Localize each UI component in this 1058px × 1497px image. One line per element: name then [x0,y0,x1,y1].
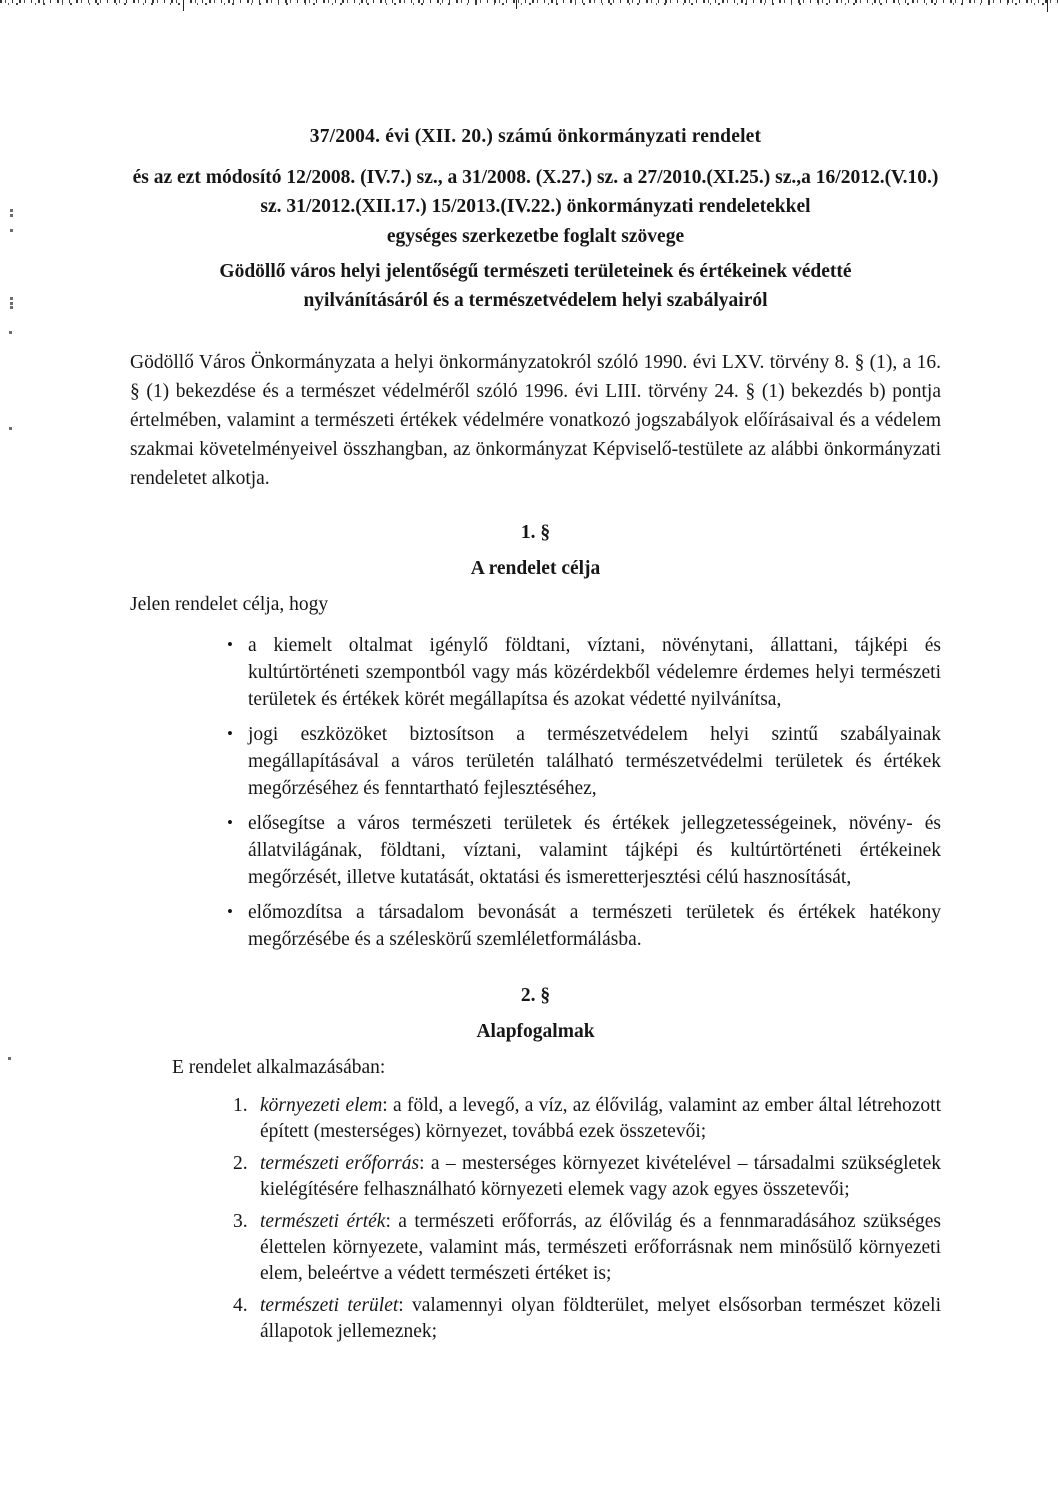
bullet-item [227,632,941,713]
definition-text: : a természeti erőforrás, az élővilág és a fennmaradásához szükséges élettelen környezete, valamint más, természeti erőforrásnak nem minősülő környezeti elem, beleértve a védett természeti értéket is; [260,1211,941,1284]
preamble-paragraph: Gödöllő Város Önkormányzata a helyi önkormányzatokról szóló 1990. évi LXV. törvény 8. § (1), a 16. § (1) bekezdése és a természet védelméről szóló 1996. évi LIII. törvény 24. § (1) bekezdés b) pontja értelmében, valamint a természeti értékek védelmére vonatkozó jogszabályok előírásaival és a védelem szakmai követelményeivel összhangban, az önkormányzat Képviselő-testülete az alábbi önkormányzati rendeletet alkotja. [130,352,941,489]
definition-number: 2. [233,1153,248,1174]
scan-speck [9,331,12,334]
document-title-subject: Gödöllő város helyi jelentőségű természeti területeinek és értékeinek védetté nyilvánításáról és a természetvédelem helyi szabályairól [219,261,852,311]
definition-term: természeti terület [260,1295,399,1316]
scan-speck [10,302,13,305]
definition-number: 3. [233,1211,248,1232]
bullet-item-text: előmozdítsa a társadalom bevonását a természeti területek és értékek hatékony megőrzésébe és a széleskörű szemléletformálásba. [248,902,941,950]
scan-speck [10,297,13,300]
section-1-bullet-list [227,632,941,953]
definition-item [233,1093,941,1145]
bullet-item-text: elősegítse a város természeti területek és értékek jellegzetességeinek, növény- és állatvilágának, földtani, víztani, valamint tájképi és kultúrtörténeti értékeinek megőrzését, illetve kutatását, oktatási és ismeretterjesztési célú hasznosítását, [248,813,941,888]
definition-text: : valamennyi olyan földterület, melyet elsősorban természet közeli állapotok jellemeznek; [260,1295,942,1342]
bullet-item-text: a kiemelt oltalmat igénylő földtani, víztani, növénytani, állattani, tájképi és kultúrtörténeti szempontból vagy más közérdekből védelemre érdemes helyi természeti területek és értékek körét megállapítsa és azokat védetté nyilvánítsa, [248,635,941,710]
section-2-definition-list [233,1093,941,1345]
definition-number: 4. [233,1295,248,1316]
bullet-icon: • [227,902,233,921]
bullet-item [227,721,941,802]
bullet-icon: • [227,724,233,743]
document-title-amendments: és az ezt módosító 12/2008. (IV.7.) sz., a 31/2008. (X.27.) sz. a 27/2010.(XI.25.) sz.,a 16/2012.(V.10.) sz. 31/2012.(XII.17.) 15/2013.(IV.22.) önkormányzati rendeletekkel [132,167,939,217]
scan-speck [10,214,13,217]
section-2-title: Alapfogalmak [476,1021,595,1042]
bullet-item-text: jogi eszközöket biztosítson a természetvédelem helyi szintű szabályainak megállapításával a város területén található természetvédelmi területek és értékek megőrzéséhez és fenntartható fejlesztéséhez, [248,724,941,799]
bullet-icon: • [227,813,233,832]
scan-speck [10,306,13,309]
definition-number: 1. [233,1095,248,1116]
definition-text: : a föld, a levegő, a víz, az élővilág, valamint az ember által létrehozott épített (mesterséges) környezet, továbbá ezek összetevői; [260,1095,941,1142]
section-1-title: A rendelet célja [470,558,601,579]
definition-term: környezeti elem [260,1095,383,1116]
section-2-intro: E rendelet alkalmazásában: [172,1057,386,1078]
definition-text: : a – mesterséges környezet kivételével – társadalmi szükségletek kielégítésére felhasználható környezeti elemek vagy azok egyes összetevői; [260,1153,941,1200]
definition-item [233,1293,941,1345]
bullet-item [227,810,941,891]
definition-item [233,1151,941,1203]
definition-term: természeti érték [260,1211,386,1232]
scan-speck [10,229,13,232]
document-content [130,0,941,1351]
section-1-intro: Jelen rendelet célja, hogy [130,594,329,615]
document-title-line1: 37/2004. évi (XII. 20.) számú önkormányzati rendelet [309,126,762,147]
scan-noise-tick [1047,0,1048,12]
section-2-number: 2. § [520,985,551,1006]
definition-item [233,1209,941,1287]
scan-speck [8,1057,11,1060]
bullet-item [227,899,941,953]
definition-term: természeti erőforrás [260,1153,420,1174]
document-title-consolidated: egységes szerkezetbe foglalt szövege [386,226,685,247]
scan-speck [10,209,13,212]
bullet-icon: • [227,635,233,654]
section-1-number: 1. § [520,522,551,543]
scan-speck [9,427,12,430]
